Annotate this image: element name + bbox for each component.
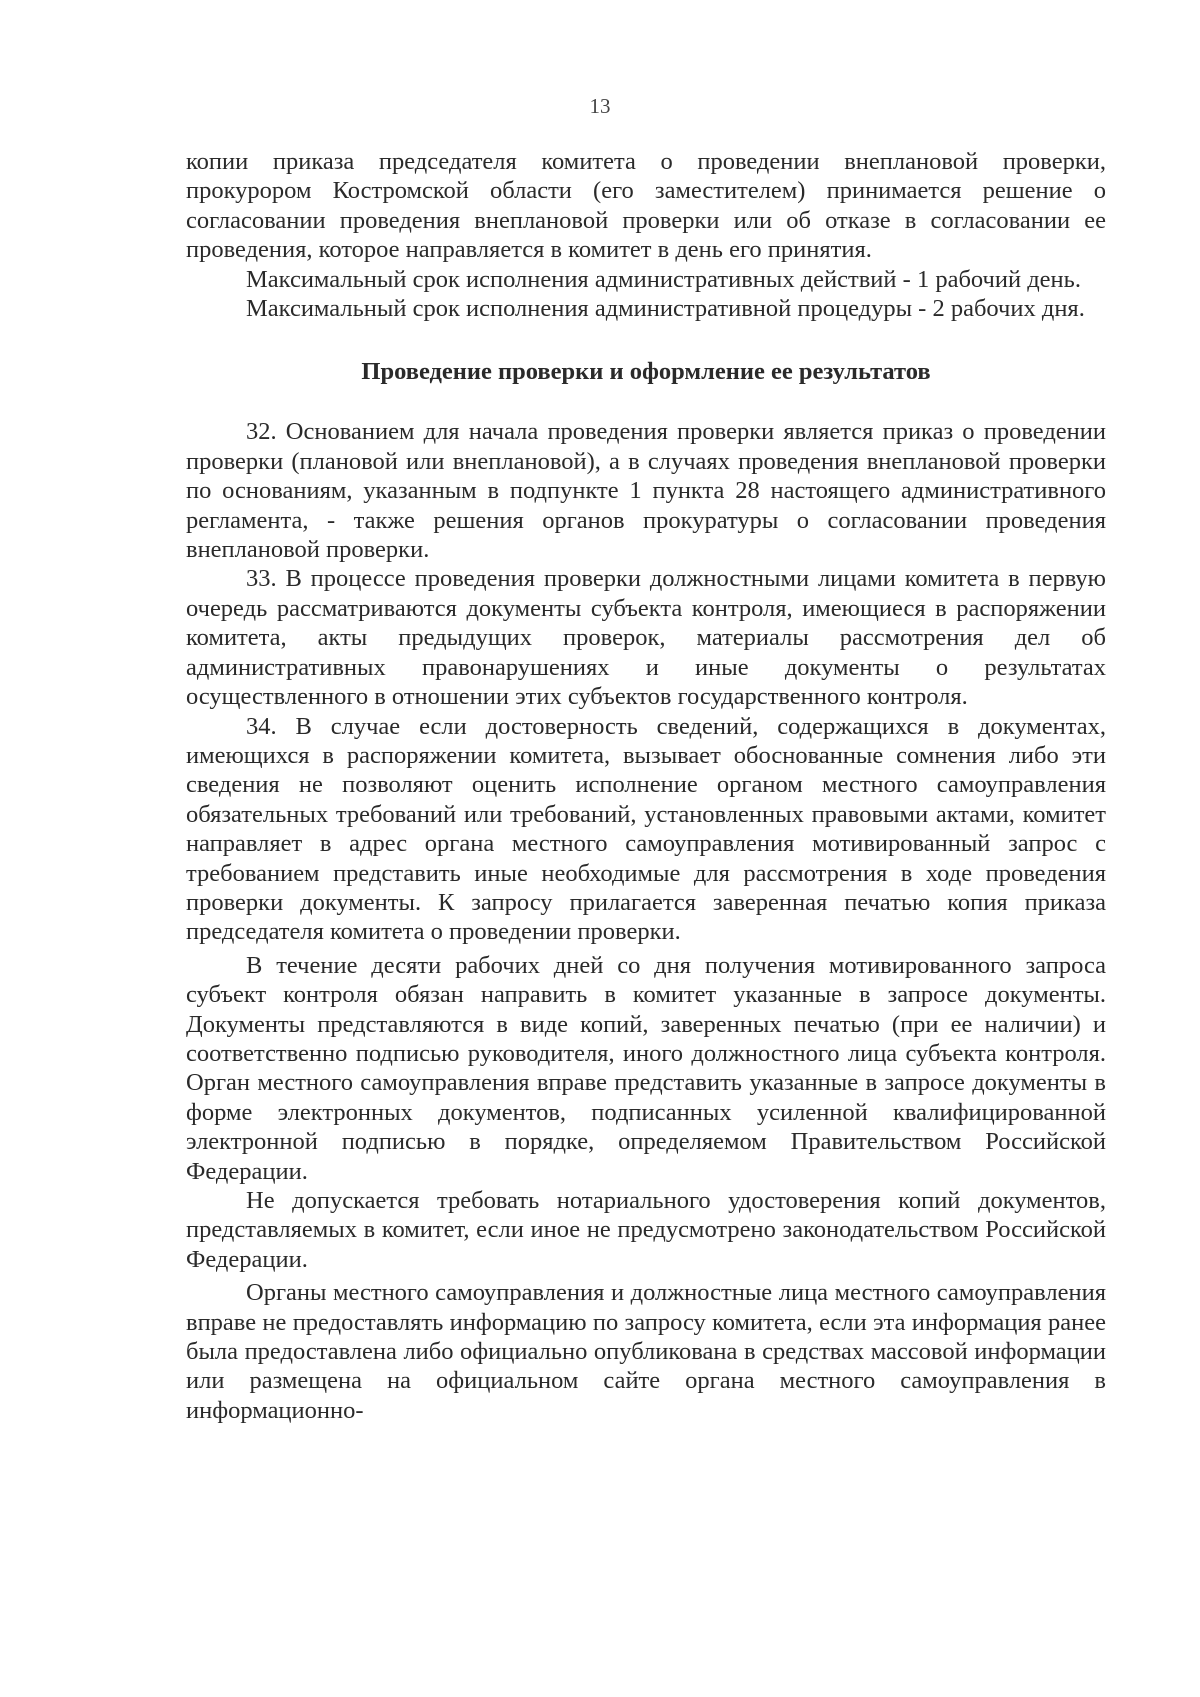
paragraph-max-procedure-term: Максимальный срок исполнения административной процедуры - 2 рабочих дня. <box>246 295 1085 323</box>
paragraph-local-government: Органы местного самоуправления и должностные лица местного самоуправления вправе не предоставлять информацию по запросу комитета, если эта информация ранее была предоставлена либо официально опубликована в средствах массовой информации или размещена на официальном сайте органа местного самоуправления в информационно- <box>186 1279 1106 1424</box>
section-heading: Проведение проверки и оформление ее результатов <box>361 358 931 386</box>
paragraph-33: 33. В процессе проведения проверки должностными лицами комитета в первую очередь рассматриваются документы субъекта контроля, имеющиеся в распоряжении комитета, акты предыдущих проверок, материалы рассмотрения дел об административных правонарушениях и иные документы о результатах осуществленного в отношении этих субъектов государственного контроля. <box>186 565 1106 711</box>
document-body <box>186 147 1106 1425</box>
page-number: 13 <box>589 94 611 118</box>
paragraph-notary: Не допускается требовать нотариального удостоверения копий документов, представляемых в комитет, если иное не предусмотрено законодательством Российской Федерации. <box>186 1187 1106 1273</box>
paragraph-32: 32. Основанием для начала проведения проверки является приказ о проведении проверки (плановой или внеплановой), а в случаях проведения внеплановой проверки по основаниям, указанным в подпункте 1 пункта 28 настоящего административного регламента, - также решения органов прокуратуры о согласовании проведения внеплановой проверки. <box>186 418 1106 564</box>
paragraph-ten-days: В течение десяти рабочих дней со дня получения мотивированного запроса субъект контроля обязан направить в комитет указанные в запросе документы. Документы представляются в виде копий, заверенных печатью (при ее наличии) и соответственно подписью руководителя, иного должностного лица субъекта контроля. Орган местного самоуправления вправе представить указанные в запросе документы в форме электронных документов, подписанных усиленной квалифицированной электронной подписью в порядке, определяемом Правительством Российской Федерации. <box>186 951 1106 1185</box>
paragraph-max-actions-term: Максимальный срок исполнения административных действий - 1 рабочий день. <box>246 265 1081 293</box>
paragraph-continuation: копии приказа председателя комитета о проведении внеплановой проверки, прокурором Костромской области (его заместителем) принимается решение о согласовании проведения внеплановой проверки или об отказе в согласовании ее проведения, которое направляется в комитет в день его принятия. <box>186 148 1106 264</box>
paragraph-34: 34. В случае если достоверность сведений, содержащихся в документах, имеющихся в распоряжении комитета, вызывает обоснованные сомнения либо эти сведения не позволяют оценить исполнение органом местного самоуправления обязательных требований или требований, установленных правовыми актами, комитет направляет в адрес органа местного самоуправления мотивированный запрос с требованием представить иные необходимые для рассмотрения в ходе проведения проверки документы. К запросу прилагается заверенная печатью копия приказа председателя комитета о проведении проверки. <box>186 712 1106 946</box>
